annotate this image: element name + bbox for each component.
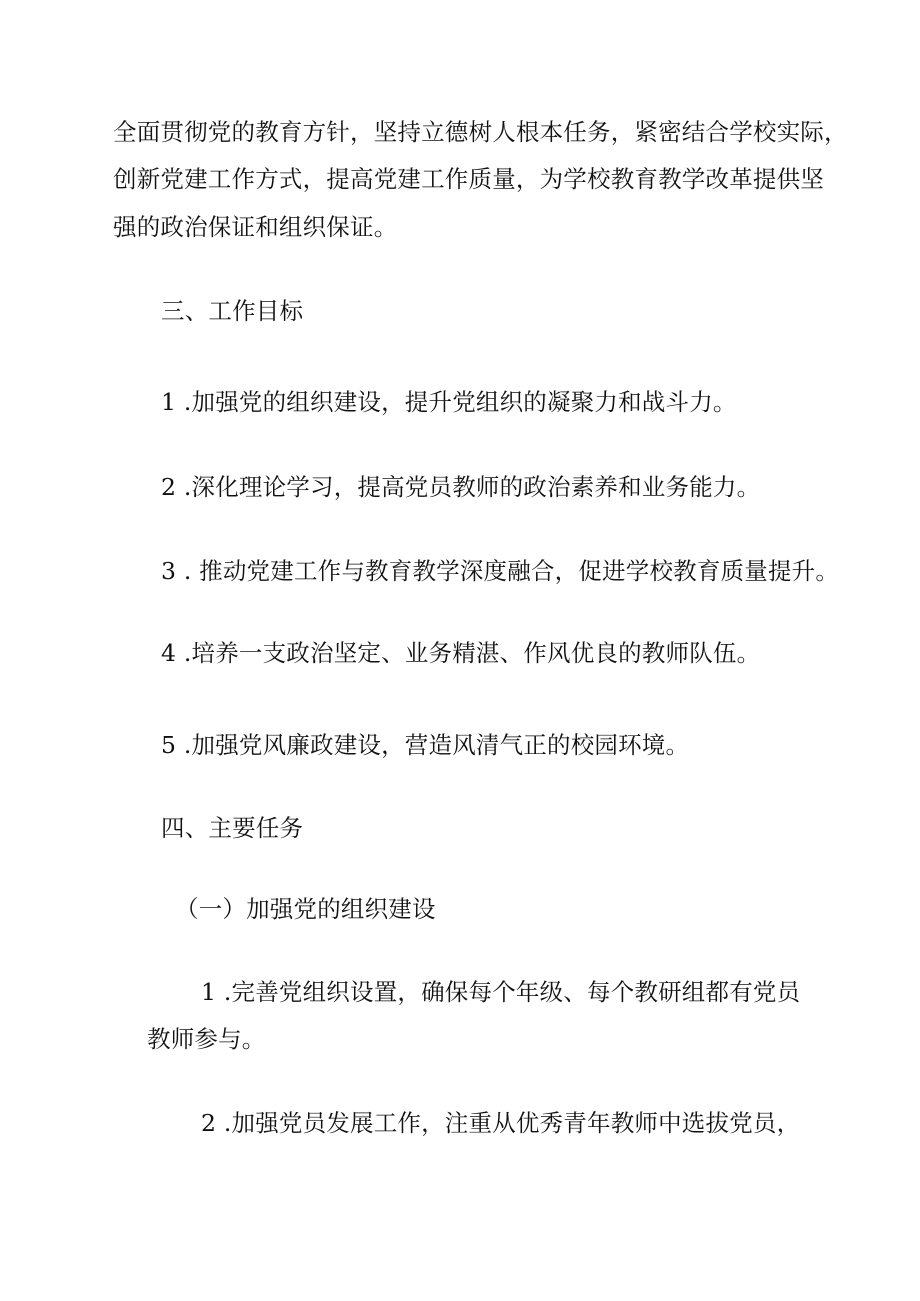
section-4-subheading: （一）加强党的组织建设 (175, 895, 436, 923)
goal-item-3: 3 . 推动党建工作与教育教学深度融合，促进学校教育质量提升。 (161, 557, 840, 585)
task-1-line-2: 教师参与。 (147, 1025, 266, 1053)
intro-line-3: 强的政治保证和组织保证。 (113, 213, 398, 241)
goal-item-1: 1 .加强党的组织建设，提升党组织的凝聚力和战斗力。 (161, 388, 737, 416)
intro-line-1: 全面贯彻党的教育方针，坚持立德树人根本任务，紧密结合学校实际， (113, 118, 848, 146)
task-2-line-1: 2 .加强党员发展工作，注重从优秀青年教师中选拔党员， (201, 1109, 801, 1137)
goal-item-5: 5 .加强党风廉政建设，营造风清气正的校园环境。 (161, 731, 690, 759)
goal-item-2: 2 .深化理论学习，提高党员教师的政治素养和业务能力。 (161, 473, 761, 501)
task-1-line-1: 1 .完善党组织设置，确保每个年级、每个教研组都有党员 (201, 978, 801, 1006)
goal-item-4: 4 .培养一支政治坚定、业务精湛、作风优良的教师队伍。 (161, 639, 761, 667)
intro-line-2: 创新党建工作方式，提高党建工作质量，为学校教育教学改革提供坚 (113, 165, 824, 193)
section-4-heading: 四、主要任务 (161, 814, 304, 842)
section-3-heading: 三、工作目标 (161, 297, 304, 325)
